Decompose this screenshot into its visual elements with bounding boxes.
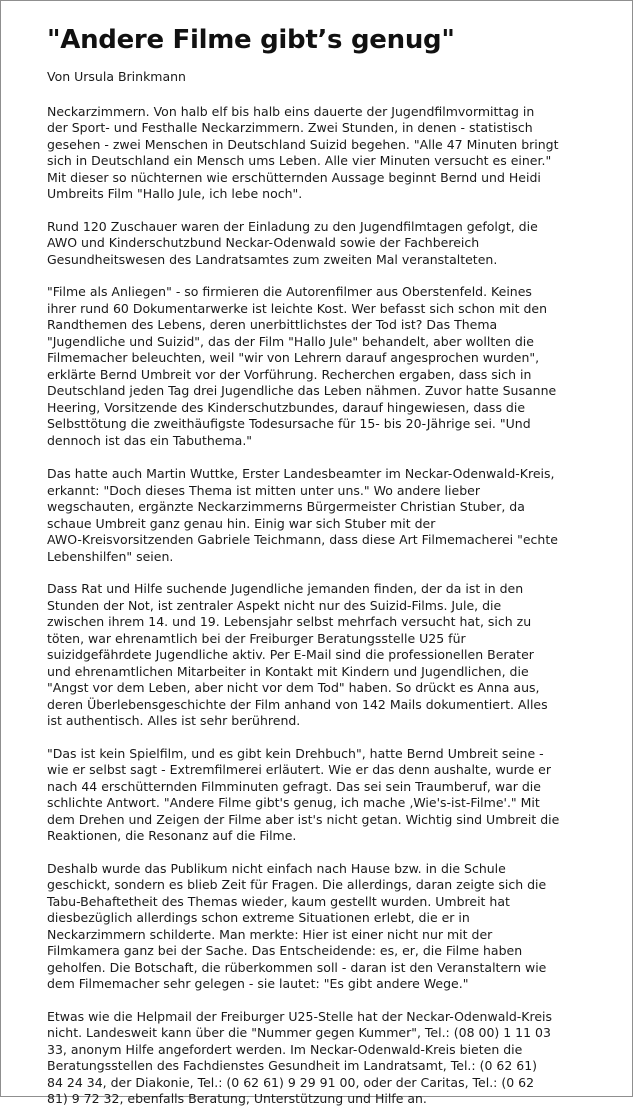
paragraph-line: dem Filmemacher sehr gelegen - sie lautet: "Es gibt andere Wege." bbox=[47, 976, 469, 991]
paragraph-line: Das hatte auch Martin Wuttke, Erster Landesbeamter im Neckar-Odenwald-Kreis, bbox=[47, 466, 555, 481]
paragraph-line: nicht. Landesweit kann über die "Nummer gegen Kummer", Tel.: (08 00) 1 11 03 bbox=[47, 1025, 551, 1040]
paragraph-line: Reaktionen, die Resonanz auf die Filme. bbox=[47, 828, 297, 843]
paragraph-line: Rund 120 Zuschauer waren der Einladung zu den Jugendfilmtagen gefolgt, die bbox=[47, 218, 538, 234]
paragraph-line: Tabu-Behaftetheit des Themas wieder, kaum gestellt wurden. Umbreit hat bbox=[47, 893, 510, 909]
paragraph-line: sich in Deutschland ein Mensch ums Leben. Alle vier Minuten versucht es einer." bbox=[47, 153, 552, 168]
paragraph-line: schlichte Antwort. "Andere Filme gibt's genug, ich mache ‚Wie's-ist-Filme'." Mit bbox=[47, 795, 540, 810]
paragraph-line: dennoch ist das ein Tabuthema." bbox=[47, 432, 253, 448]
paragraph-line: zwischen ihrem 14. und 19. Lebensjahr selbst mehrfach versucht hat, sich zu bbox=[47, 614, 532, 629]
article-paragraph bbox=[47, 104, 595, 203]
paragraph-line: nach 44 erschütternden Filmminuten gefragt. Das sei sein Traumberuf, war die bbox=[47, 778, 541, 794]
article-body bbox=[47, 104, 595, 1108]
article-paragraph bbox=[47, 581, 595, 730]
paragraph-line: ist authentisch. Alles ist sehr berührend. bbox=[47, 713, 301, 728]
article-paragraph bbox=[47, 861, 595, 993]
paragraph-line: Dass Rat und Hilfe suchende Jugendliche jemanden finden, der da ist in den bbox=[47, 581, 524, 596]
paragraph-line: der Sport- und Festhalle Neckarzimmern. Zwei Stunden, in denen - statistisch bbox=[47, 120, 533, 135]
paragraph-line: schaue Umbreit ganz genau hin. Einig war sich Stuber mit der bbox=[47, 515, 436, 531]
paragraph-line: Beratungsstellen des Fachdienstes Gesundheit im Landratsamt, Tel.: (0 62 61) bbox=[47, 1058, 538, 1073]
paragraph-line: Randthemen des Lebens, deren unerbittlichstes der Tod ist? Das Thema bbox=[47, 317, 498, 332]
paragraph-line: geholfen. Die Botschaft, die rüberkommen soll - daran ist den Veranstaltern wie bbox=[47, 959, 547, 975]
paragraph-line: Selbsttötung die zweithäufigste Todesursache für 15- bis 20-Jährige sei. "Und bbox=[47, 416, 531, 431]
paragraph-line: Deshalb wurde das Publikum nicht einfach nach Hause bzw. in die Schule bbox=[47, 860, 506, 876]
article-paragraph bbox=[47, 284, 595, 449]
paragraph-line: erkannt: "Doch dieses Thema ist mitten unter uns." Wo andere lieber bbox=[47, 482, 480, 498]
article-paragraph bbox=[47, 1009, 595, 1108]
paragraph-line: wegschauten, ergänzte Neckarzimmerns Bürgermeister Christian Stuber, da bbox=[47, 499, 525, 514]
paragraph-line: dem Drehen und Zeigen der Filme aber ist's nicht getan. Wichtig sind Umbreit die bbox=[47, 811, 560, 827]
paragraph-line: deren Überlebensgeschichte der Film anhand von 142 Mails dokumentiert. Alles bbox=[47, 696, 548, 712]
article-paragraph bbox=[47, 746, 595, 845]
paragraph-line: töten, war ehrenamtlich bei der Freiburger Beratungsstelle U25 für bbox=[47, 630, 466, 646]
paragraph-line: Filmkamera ganz bei der Sache. Das Entscheidende: es, er, die Filme haben bbox=[47, 943, 523, 958]
paragraph-line: 33, anonym Hilfe angefordert werden. Im Neckar-Odenwald-Kreis bieten die bbox=[47, 1041, 523, 1057]
paragraph-line: Neckarzimmern schilderte. Man merkte: Hier ist einer nicht nur mit der bbox=[47, 926, 493, 942]
paragraph-line: Lebenshilfen" seien. bbox=[47, 548, 174, 564]
paragraph-line: Heering, Vorsitzende des Kinderschutzbundes, darauf hingewiesen, dass die bbox=[47, 399, 526, 415]
paragraph-line: gesehen - zwei Menschen in Deutschland Suizid begehen. "Alle 47 Minuten bringt bbox=[47, 136, 559, 152]
paragraph-line: "Jugendliche und Suizid", das der Film "Hallo Jule" behandelt, aber wollten die bbox=[47, 333, 534, 349]
paragraph-line: und ehrenamtlichen Mitarbeiter in Kontakt mit Kindern und Jugendlichen, die bbox=[47, 663, 529, 679]
paragraph-line: geschickt, sondern es blieb Zeit für Fragen. Die allerdings, daran zeigte sich die bbox=[47, 877, 547, 892]
paragraph-line: wie er selbst sagt - Extremfilmerei erläutert. Wie er das denn aushalte, wurde er bbox=[47, 762, 551, 777]
paragraph-line: AWO und Kinderschutzbund Neckar-Odenwald sowie der Fachbereich bbox=[47, 235, 480, 250]
article bbox=[47, 21, 595, 1108]
paragraph-line: Deutschland jeden Tag drei Jugendliche das Leben nähmen. Zuvor hatte Susanne bbox=[47, 383, 557, 398]
article-paragraph bbox=[47, 466, 595, 565]
paragraph-line: diesbezüglich allerdings schon extreme Situationen erlebt, die er in bbox=[47, 910, 470, 925]
article-author: Von Ursula Brinkmann bbox=[47, 69, 186, 84]
paragraph-line: Mit dieser so nüchternen wie erschütternden Aussage beginnt Bernd und Heidi bbox=[47, 169, 541, 185]
paragraph-line: "Das ist kein Spielfilm, und es gibt kein Drehbuch", hatte Bernd Umbreit seine - bbox=[47, 745, 544, 761]
paragraph-line: "Filme als Anliegen" - so firmieren die Autorenfilmer aus Oberstenfeld. Keines bbox=[47, 284, 532, 299]
paragraph-line: Neckarzimmern. Von halb elf bis halb eins dauerte der Jugendfilmvormittag in bbox=[47, 103, 535, 119]
paragraph-line: 84 24 34, der Diakonie, Tel.: (0 62 61) 9 29 91 00, oder der Caritas, Tel.: (0 62 bbox=[47, 1074, 535, 1090]
article-title: "Andere Filme gibt’s genug" bbox=[47, 25, 455, 55]
paragraph-line: AWO-Kreisvorsitzenden Gabriele Teichmann, dass diese Art Filmemacherei "echte bbox=[47, 532, 558, 547]
paragraph-line: Etwas wie die Helpmail der Freiburger U25-Stelle hat der Neckar-Odenwald-Kreis bbox=[47, 1008, 553, 1024]
paragraph-line: Filmemacher beleuchten, weil "wir von Lehrern darauf angesprochen wurden", bbox=[47, 350, 540, 365]
paragraph-line: erklärte Bernd Umbreit vor der Vorführung. Recherchen ergaben, dass sich in bbox=[47, 366, 532, 382]
paragraph-line: 81) 9 72 32, ebenfalls Beratung, Unterstützung und Hilfe an. bbox=[47, 1091, 427, 1106]
paragraph-line: Umbreits Film "Hallo Jule, ich lebe noch". bbox=[47, 186, 303, 201]
paragraph-line: "Angst vor dem Leben, aber nicht vor dem Tod" haben. So drückt es Anna aus, bbox=[47, 680, 540, 695]
article-paragraph bbox=[47, 219, 595, 269]
paragraph-line: ihrer rund 60 Dokumentarwerke ist leichte Kost. Wer befasst sich schon mit den bbox=[47, 300, 548, 316]
paragraph-line: Stunden der Not, ist zentraler Aspekt nicht nur des Suizid-Films. Jule, die bbox=[47, 597, 502, 613]
paragraph-line: suizidgefährdete Jugendliche aktiv. Per E-Mail sind die professionellen Berater bbox=[47, 647, 534, 662]
paragraph-line: Gesundheitswesen des Landratsamtes zum zweiten Mal veranstalteten. bbox=[47, 251, 498, 267]
